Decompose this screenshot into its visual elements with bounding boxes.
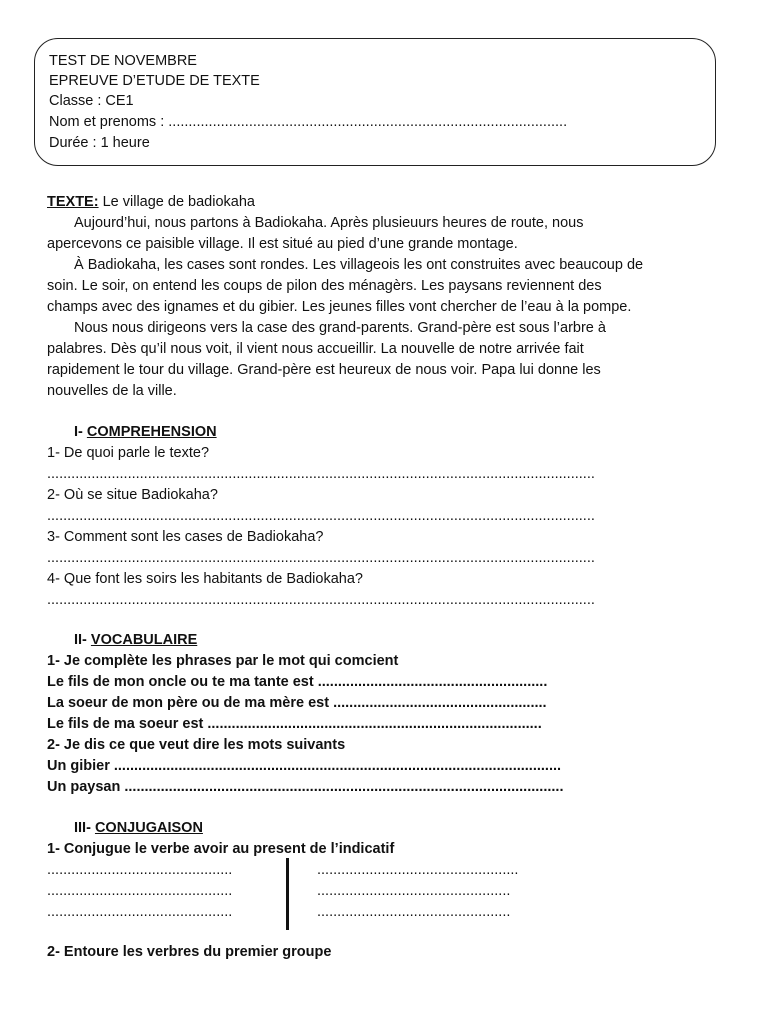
conj-answer-right[interactable]: ................................................ [317,883,511,899]
header-classe: Classe : CE1 [49,93,134,109]
header-box [34,38,716,166]
text-line: nouvelles de la ville. [47,383,177,399]
header-test-title: TEST DE NOVEMBRE [49,53,197,69]
conj-answer-right[interactable]: ................................................ [317,904,511,920]
question-3: 3- Comment sont les cases de Badiokaha? [47,529,324,545]
text-line: Nous nous dirigeons vers la case des grand-parents. Grand-père est sous l’arbre à [74,320,606,336]
vocab-sentence-3[interactable]: Le fils de ma soeur est ................................................................................... [47,716,542,732]
text-label: TEXTE: [47,194,99,210]
conj-answer-left[interactable]: .............................................. [47,883,233,899]
vocab-word-1[interactable]: Un gibier ............................................................................................................... [47,758,562,774]
text-line: Aujourd’hui, nous partons à Badiokaha. Après plusieuurs heures de route, nous [74,215,584,231]
conj-answer-left[interactable]: .............................................. [47,862,233,878]
section-vocabulaire-heading [74,630,197,650]
section-title: CONJUGAISON [94,820,203,836]
conj-instruction-1 [47,839,394,859]
header-duree: Durée : 1 heure [49,135,150,151]
section-prefix: III- [74,820,95,836]
column-divider [286,858,289,930]
section-title: COMPREHENSION [86,424,217,440]
vocab-word-2[interactable]: Un paysan ............................................................................................................. [47,779,564,795]
text-line: palabres. Dès qu’il nous voit, il vient nous accueillir. La nouvelle de notre arrivée fait [47,341,584,357]
text-line: soin. Le soir, on entend les coups de pilon des ménagèrs. Les paysans reviennent des [47,278,602,294]
text-title: Le village de badiokaha [98,194,255,210]
vocab-instruction-2: 2- Je dis ce que veut dire les mots suivants [47,737,346,753]
question-4: 4- Que font les soirs les habitants de Badiokaha? [47,571,363,587]
conj-instruction-text: 1- Conjugue le verbe avoir au present de l’indicatif [47,841,395,857]
vocab-instruction-1: 1- Je complète les phrases par le mot qui comcient [47,653,399,669]
text-line: À Badiokaha, les cases sont rondes. Les villageois les ont construites avec beaucoup de [74,257,644,273]
header-epreuve: EPREUVE D’ETUDE DE TEXTE [49,73,260,89]
section-title: VOCABULAIRE [90,632,198,648]
text-heading [47,192,255,212]
header-nom-prenoms: Nom et prenoms : ................................................................................................... [49,114,568,130]
conj-answer-right[interactable]: .................................................. [317,862,519,878]
answer-line[interactable]: ........................................................................................................................................ [47,550,595,566]
section-comprehension-heading [74,422,217,442]
vocab-sentence-2[interactable]: La soeur de mon père ou de ma mère est ..................................................... [47,695,547,711]
section-prefix: II- [74,632,91,648]
vocab-sentence-1[interactable]: Le fils de mon oncle ou te ma tante est ......................................................... [47,674,548,690]
text-line: rapidement le tour du village. Grand-père est heureux de nous voir. Papa lui donne les [47,362,601,378]
section-prefix: I- [74,424,87,440]
answer-line[interactable]: ........................................................................................................................................ [47,508,595,524]
text-line: apercevons ce paisible village. Il est situé au pied d’une grande montage. [47,236,518,252]
conj-instruction-2: 2- Entoure les verbres du premier groupe [47,944,332,960]
text-line: champs avec des ignames et du gibier. Les jeunes filles vont chercher de l’eau à la pompe. [47,299,632,315]
section-conjugaison-heading [74,818,203,838]
question-2: 2- Où se situe Badiokaha? [47,487,218,503]
conj-answer-left[interactable]: .............................................. [47,904,233,920]
question-1: 1- De quoi parle le texte? [47,445,210,461]
answer-line[interactable]: ........................................................................................................................................ [47,592,595,608]
answer-line[interactable]: ........................................................................................................................................ [47,466,595,482]
